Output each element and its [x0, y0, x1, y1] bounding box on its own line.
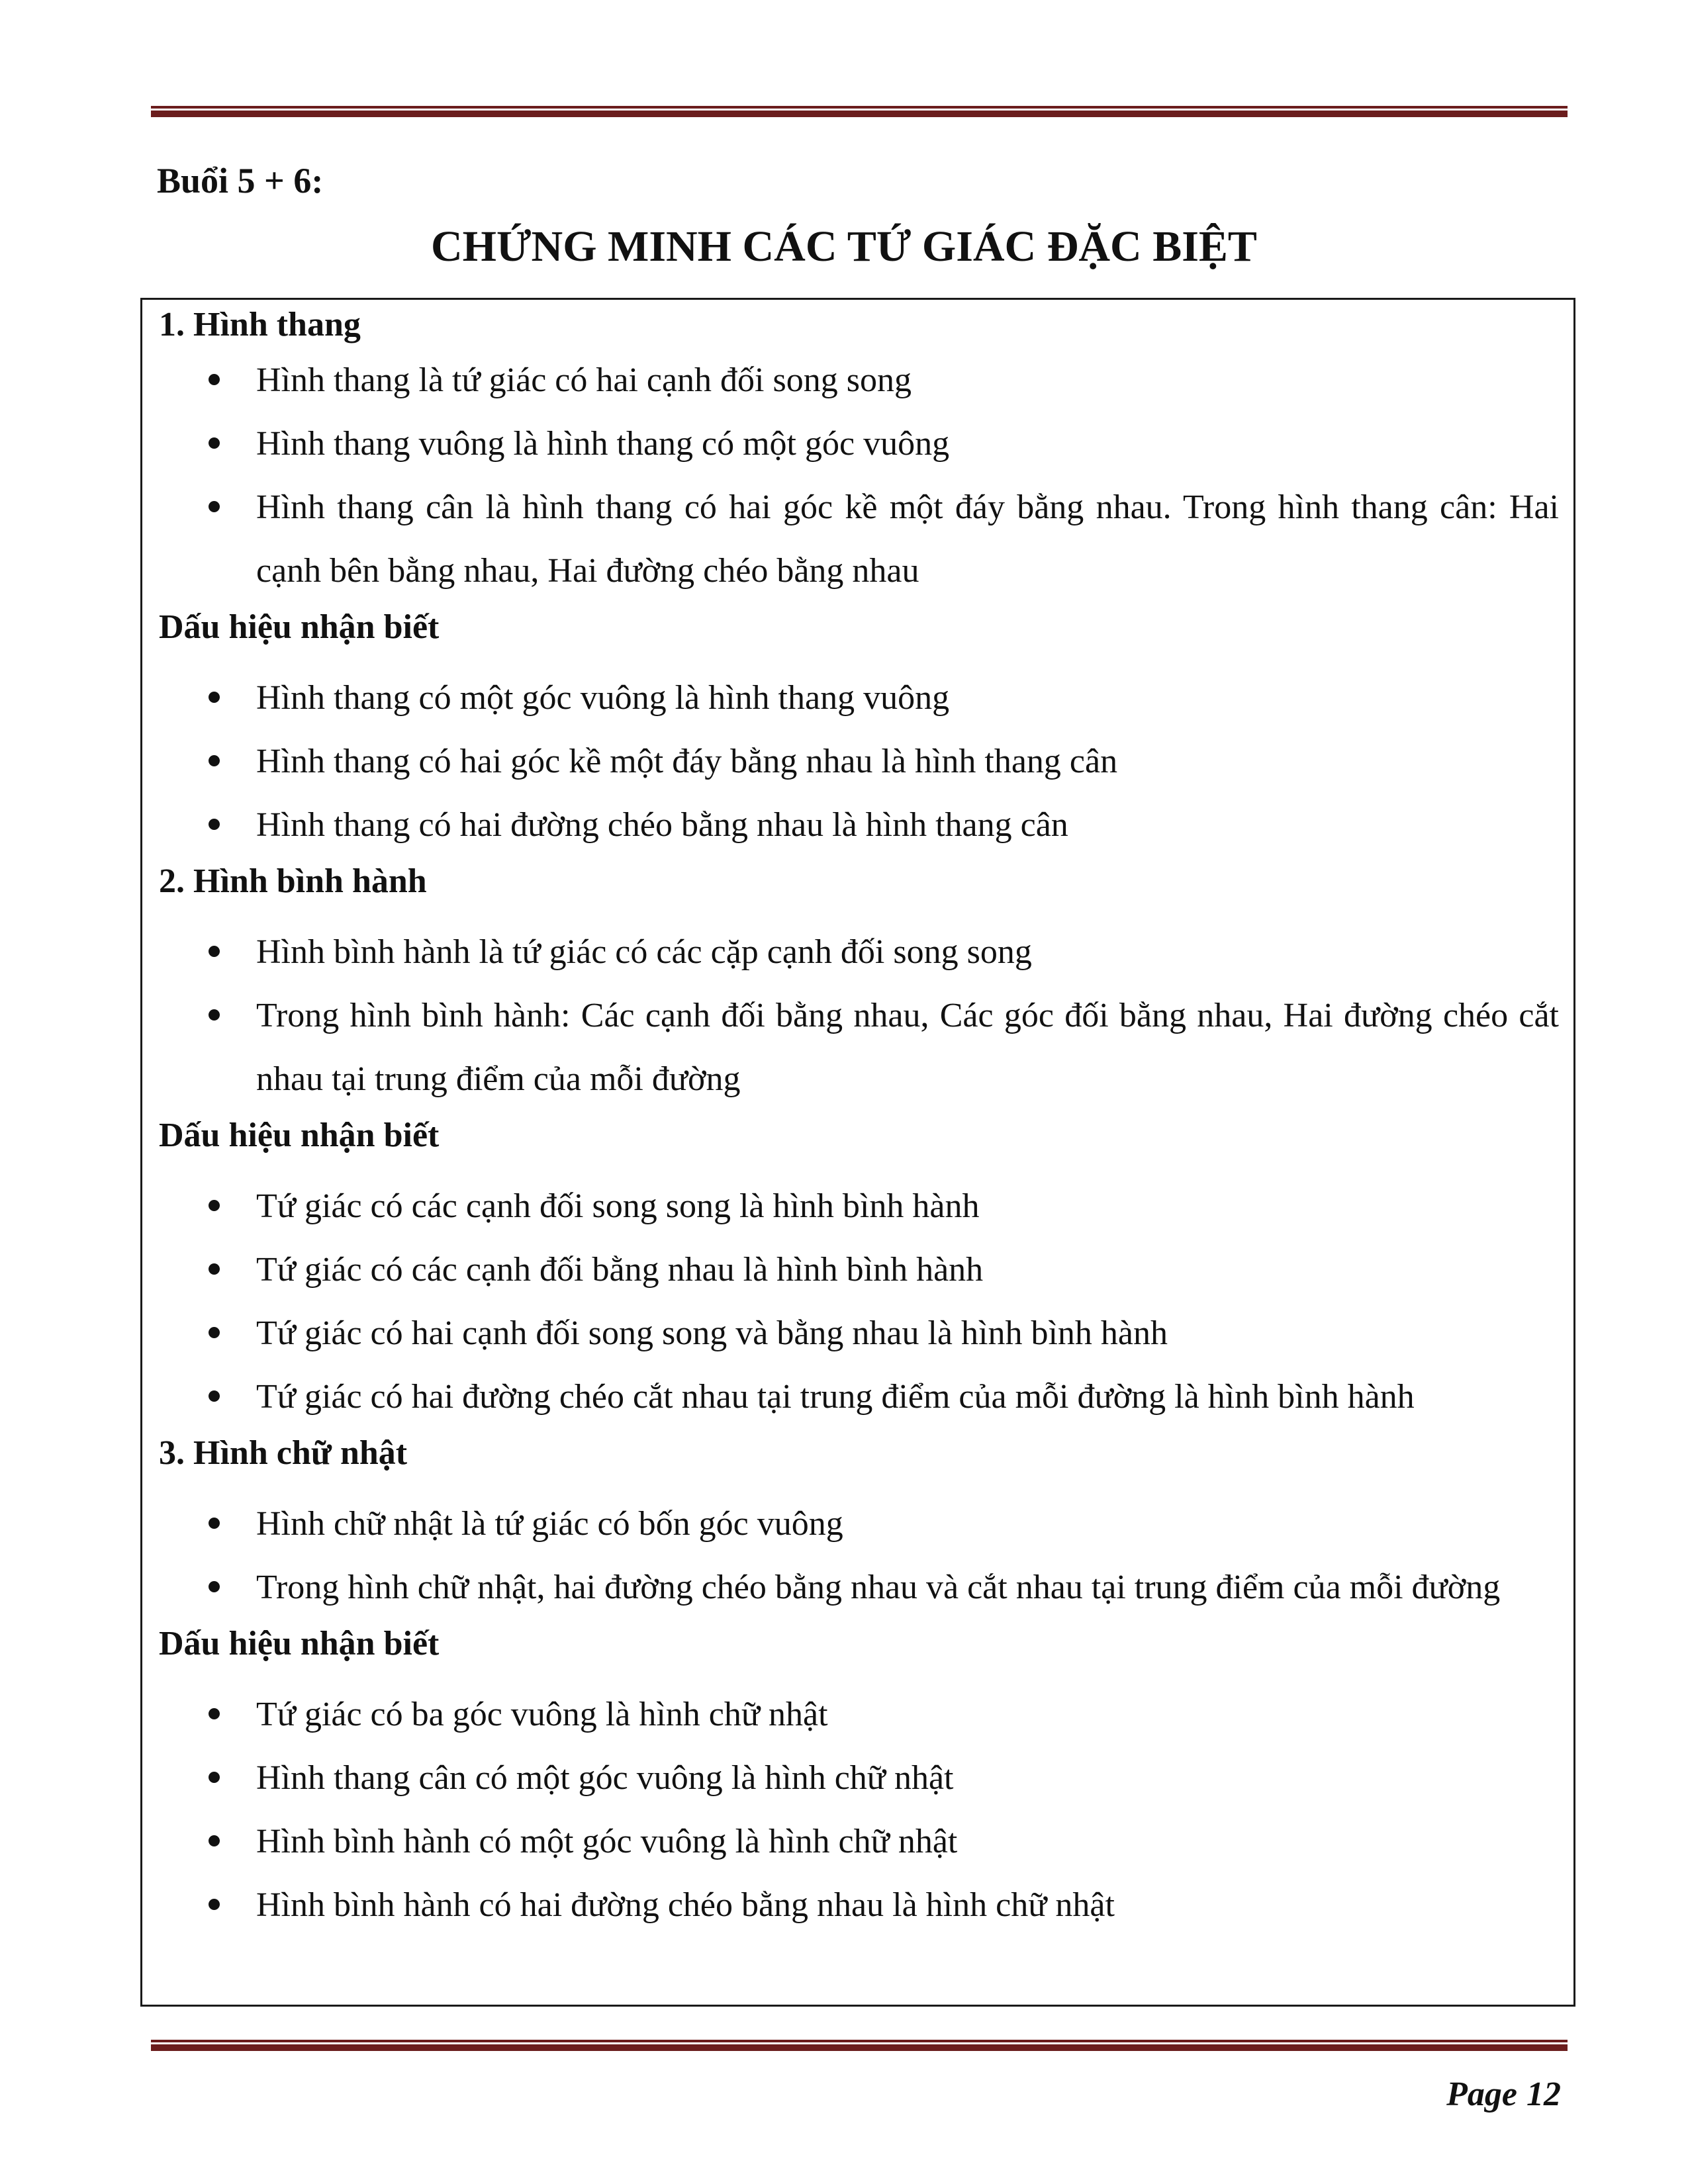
signs-list	[159, 1175, 1559, 1429]
list-item-text: Hình thang cân là hình thang có hai góc kề một đáy bằng nhau. Trong hình thang cân: Hai cạnh bên bằng nhau, Hai đường chéo bằng nhau	[256, 488, 1559, 590]
bullet-icon	[209, 374, 220, 385]
list-item	[159, 1492, 1559, 1556]
list-item-text: Hình bình hành có hai đường chéo bằng nhau là hình chữ nhật	[256, 1886, 1115, 1924]
bullet-icon	[209, 1200, 220, 1211]
signs-list	[159, 1683, 1559, 1937]
list-item	[159, 1683, 1559, 1747]
bullet-icon	[209, 946, 220, 957]
section-title-hinh-binh-hanh: 2. Hình bình hành	[159, 862, 427, 900]
bullet-icon	[209, 1581, 220, 1592]
signs-title: Dấu hiệu nhận biết	[159, 1116, 440, 1154]
bullet-icon	[209, 755, 220, 766]
definition-list	[159, 1492, 1559, 1619]
bullet-icon	[209, 692, 220, 703]
footer-rule	[151, 2040, 1568, 2051]
list-item	[159, 1365, 1559, 1429]
list-item-text: Hình thang cân có một góc vuông là hình chữ nhật	[256, 1759, 954, 1797]
list-item-text: Hình thang vuông là hình thang có một góc vuông	[256, 425, 950, 463]
page-number	[1446, 2073, 1561, 2116]
list-item	[159, 1556, 1559, 1619]
signs-title: Dấu hiệu nhận biết	[159, 1625, 440, 1662]
list-item-text: Tứ giác có các cạnh đối song song là hình bình hành	[256, 1187, 980, 1225]
list-item-text: Tứ giác có các cạnh đối bằng nhau là hình bình hành	[256, 1251, 984, 1289]
list-item-text: Hình bình hành có một góc vuông là hình chữ nhật	[256, 1823, 958, 1860]
content-body	[159, 300, 1559, 1937]
list-item	[159, 1747, 1559, 1810]
list-item	[159, 984, 1559, 1111]
bullet-icon	[209, 1327, 220, 1338]
section-title-hinh-chu-nhat: 3. Hình chữ nhật	[159, 1434, 408, 1472]
list-item-text: Hình thang là tứ giác có hai cạnh đối song song	[256, 361, 912, 399]
list-item-text: Hình bình hành là tứ giác có các cặp cạnh đối song song	[256, 933, 1032, 971]
list-item-text: Hình thang có hai đường chéo bằng nhau là hình thang cân	[256, 806, 1068, 844]
page-number-value: 12	[1526, 2075, 1561, 2113]
bullet-icon	[209, 437, 220, 449]
page-title: CHỨNG MINH CÁC TỨ GIÁC ĐẶC BIỆT	[431, 222, 1257, 271]
content-box	[140, 298, 1575, 2007]
section-title-hinh-thang: 1. Hình thang	[159, 306, 361, 343]
list-item-text: Tứ giác có hai cạnh đối song song và bằng nhau là hình bình hành	[256, 1314, 1168, 1352]
list-item-text: Tứ giác có hai đường chéo cắt nhau tại trung điểm của mỗi đường là hình bình hành	[256, 1378, 1415, 1416]
list-item	[159, 921, 1559, 984]
list-item-text: Trong hình chữ nhật, hai đường chéo bằng nhau và cắt nhau tại trung điểm của mỗi đường	[256, 1569, 1501, 1606]
page-label: Page	[1446, 2075, 1517, 2113]
list-item-text: Hình chữ nhật là tứ giác có bốn góc vuông	[256, 1505, 843, 1543]
list-item-text: Hình thang có một góc vuông là hình thang vuông	[256, 679, 950, 717]
bullet-icon	[209, 1772, 220, 1783]
bullet-icon	[209, 501, 220, 512]
list-item	[159, 1302, 1559, 1365]
bullet-icon	[209, 1263, 220, 1275]
bullet-icon	[209, 1009, 220, 1021]
bullet-icon	[209, 1390, 220, 1402]
session-label: Buổi 5 + 6:	[157, 161, 324, 201]
list-item	[159, 1238, 1559, 1302]
definition-list	[159, 921, 1559, 1111]
list-item-text: Hình thang có hai góc kề một đáy bằng nhau là hình thang cân	[256, 743, 1118, 780]
bullet-icon	[209, 819, 220, 830]
list-item	[159, 730, 1559, 794]
bullet-icon	[209, 1708, 220, 1719]
list-item	[159, 476, 1559, 603]
list-item	[159, 794, 1559, 857]
signs-list	[159, 666, 1559, 857]
list-item	[159, 1874, 1559, 1937]
list-item	[159, 349, 1559, 412]
header-rule	[151, 106, 1568, 117]
bullet-icon	[209, 1835, 220, 1846]
list-item-text: Tứ giác có ba góc vuông là hình chữ nhật	[256, 1696, 828, 1733]
list-item	[159, 1175, 1559, 1238]
list-item	[159, 1810, 1559, 1874]
definition-list	[159, 349, 1559, 603]
list-item	[159, 412, 1559, 476]
list-item	[159, 666, 1559, 730]
list-item-text: Trong hình bình hành: Các cạnh đối bằng nhau, Các góc đối bằng nhau, Hai đường chéo cắt nhau tại trung điểm của mỗi đường	[256, 997, 1559, 1098]
bullet-icon	[209, 1899, 220, 1910]
signs-title: Dấu hiệu nhận biết	[159, 608, 440, 646]
bullet-icon	[209, 1518, 220, 1529]
